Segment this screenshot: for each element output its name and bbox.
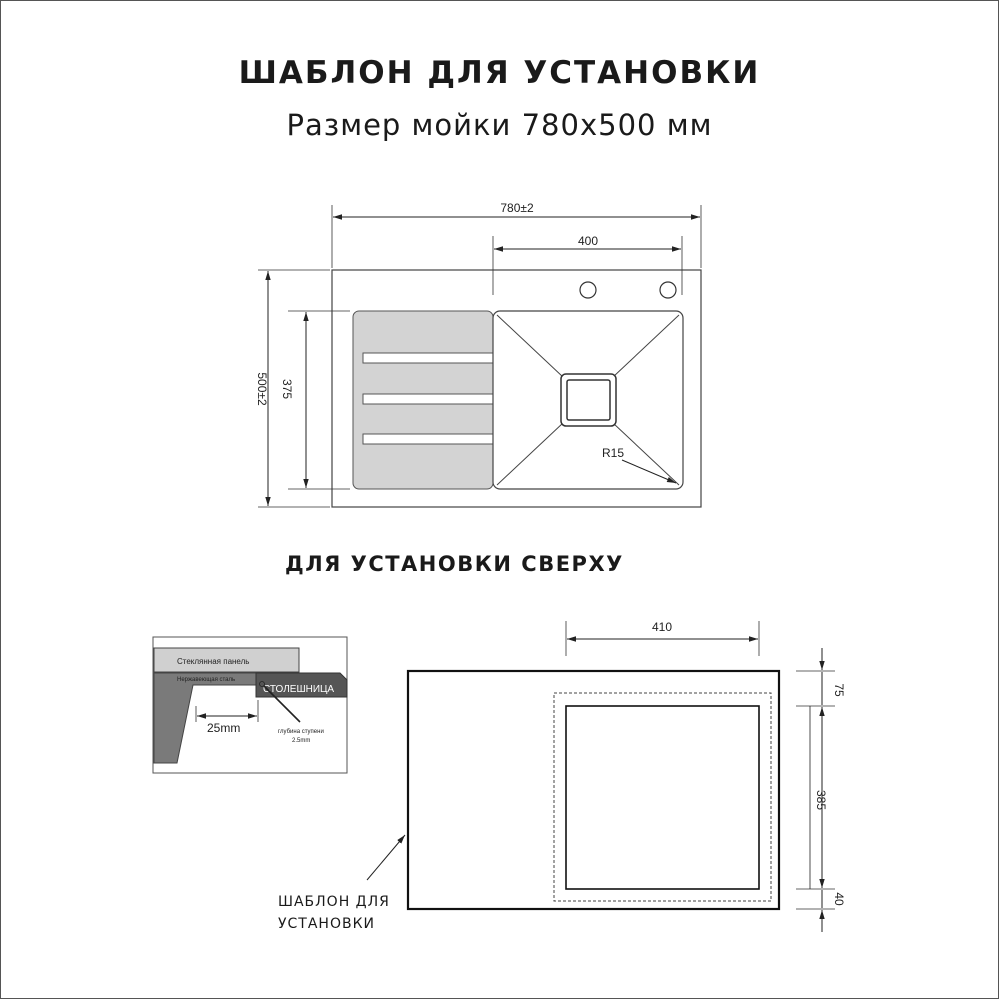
steel-label: Нержавеющая сталь — [177, 677, 236, 683]
page-title: ШАБЛОН ДЛЯ УСТАНОВКИ — [238, 55, 761, 91]
top-view — [255, 201, 701, 507]
drain-groove — [363, 353, 493, 363]
page-subtitle: Размер мойки 780х500 мм — [286, 108, 713, 142]
inner-height-label: 375 — [280, 378, 294, 400]
tap-hole — [660, 282, 676, 298]
drain-groove — [363, 434, 493, 444]
step-depth-value: 2.5mm — [292, 738, 311, 744]
radius-label: R15 — [602, 446, 625, 460]
template-caption-line2: УСТАНОВКИ — [278, 916, 375, 932]
drain-inner — [567, 380, 610, 420]
template-view — [278, 620, 846, 932]
countertop-label: СТОЛЕШНИЦА — [263, 684, 335, 695]
bowl-width-label: 400 — [577, 234, 599, 248]
drain-groove — [363, 394, 493, 404]
glass-panel-label: Стеклянная панель — [177, 657, 250, 666]
template-caption-line1: ШАБЛОН ДЛЯ — [278, 894, 390, 910]
tap-hole — [580, 282, 596, 298]
overhang-label: 25mm — [207, 721, 241, 735]
cutout — [566, 706, 759, 889]
section-label: ДЛЯ УСТАНОВКИ СВЕРХУ — [285, 552, 624, 576]
cross-section — [153, 637, 347, 773]
width-label: 780±2 — [500, 201, 534, 215]
template-width-label: 410 — [651, 620, 673, 634]
step-depth-label: глубина ступени — [278, 729, 324, 735]
cutout-height-label: 385 — [814, 789, 828, 811]
height-label: 500±2 — [255, 372, 269, 406]
top-margin-label: 75 — [832, 683, 846, 697]
bottom-margin-label: 40 — [832, 892, 846, 906]
